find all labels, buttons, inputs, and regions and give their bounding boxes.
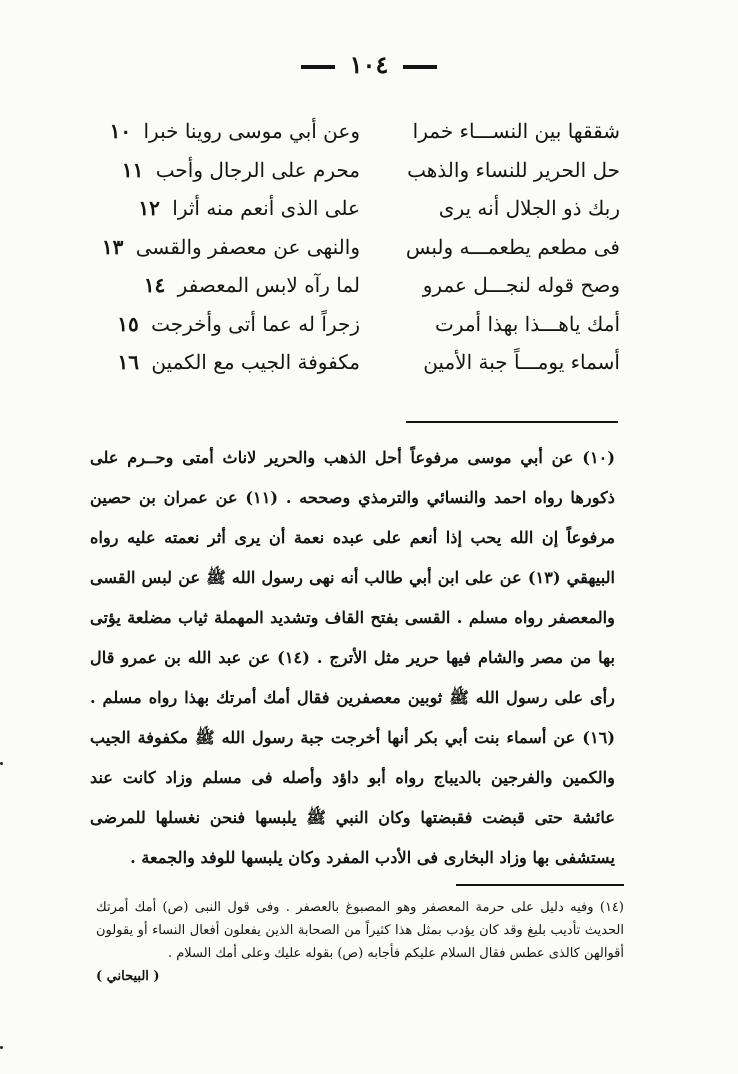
verse [100,266,620,305]
verse-second-hemistich [100,312,360,336]
verse-first-hemistich: أمك ياهـــذا بهذا أمرت [434,311,620,336]
header-dash-left [301,65,335,69]
verse-second-text: على الذى أنعم منه أثرا [172,196,360,221]
verse-second-text: والنهى عن معصفر والقسى [135,234,360,259]
verse-second-text: مكفوفة الجيب مع الكمين [151,350,360,375]
scan-mark [0,762,3,765]
footnote-divider [456,884,624,886]
verse [100,151,620,190]
poem-block [100,112,620,382]
verse-second-text: زجراً له عما أتى وأخرجت [151,311,360,336]
verse-second-text: محرم على الرجال وأحب [155,157,360,182]
footnote-signature: ( البيحاني ) [96,969,160,984]
page-header [0,50,738,79]
verse [100,189,620,228]
verse-second-hemistich [100,235,360,259]
verse [100,343,620,382]
verse-second-hemistich [100,119,360,143]
page-number: ١٠٤ [349,50,389,79]
verse [100,112,620,151]
header-dash-right [403,65,437,69]
verse-first-hemistich: وصح قوله لنجـــل عمرو [422,273,620,298]
verse-first-hemistich: أسماء يومـــاً جبة الأمين [423,350,620,375]
verse [100,305,620,344]
verse-number: ١٠ [109,119,132,144]
verse-second-text: وعن أبي موسى روينا خبرا [143,119,360,144]
verse-second-hemistich [100,196,360,220]
verse-second-text: لما رآه لابس المعصفر [177,273,360,298]
verse-number: ١٢ [138,196,160,221]
verse-first-hemistich: ربك ذو الجلال أنه يرى [438,196,620,221]
verse-second-hemistich [100,158,360,182]
verse [100,228,620,267]
footnote-text: (١٤) وفيه دليل على حرمة المعصفر وهو المصبوغ بالعصفر . وفى قول النبى (ص) أمك أمرتك الحديث تأديب بليغ وقد كان يؤدب بمثل هذا كثيراً من الصحابة الذين يفعلون أفعال النساء أو يقولون أقوالهن كالذى عطس فقال السلام عليكم فأجابه (ص) بقوله عليك وعلى أمك السلام . [96,900,624,961]
commentary-text: (١٠) عن أبي موسى مرفوعاً أحل الذهب والحرير لاناث أمتى وحــرم على ذكورها رواه احمد والنسائي والترمذي وصححه . (١١) عن عمران بن حصين مرفوعاً إن الله يحب إذا أنعم على عبده نعمة أن يرى أثر نعمته عليه رواه البيهقي (١٣) عن على ابن أبي طالب أنه نهى رسول الله ﷺ عن لبس القسى والمعصفر رواه مسلم . القسى بفتح القاف وتشديد المهملة ثياب مضلعة يؤتى بها من مصر والشام فيها حرير مثل الأترج . (١٤) عن عبد الله بن عمرو قال رأى على رسول الله ﷺ ثوبين معصفرين فقال أمك أمرتك بهذا رواه مسلم . (١٦) عن أسماء بنت أبي بكر أنها أخرجت جبة رسول الله ﷺ مكفوفة الجيب والكمين والفرجين بالديباج رواه أبو داؤد وأصله فى مسلم وزاد كانت عند عائشة حتى قبضت فقبضتها وكان النبي ﷺ يلبسها فنحن نغسلها للمرضى يستشفى بها وزاد البخارى فى الأدب المفرد وكان يلبسها للوفد والجمعة . [90,448,616,867]
verse-number: ١٥ [117,311,139,336]
verse-first-hemistich: شققها بين النســـاء خمرا [412,119,620,144]
commentary-block [90,438,615,878]
scan-mark [0,1046,3,1049]
section-divider [406,421,618,423]
footnote-block [96,896,624,988]
verse-number: ١٦ [117,350,139,375]
verse-number: ١٣ [101,234,124,259]
verse-second-hemistich [100,273,360,297]
verse-first-hemistich: حل الحرير للنساء والذهب [407,157,620,182]
verse-second-hemistich [100,350,360,374]
verse-number: ١١ [121,157,144,182]
verse-number: ١٤ [143,273,166,298]
verse-first-hemistich: فى مطعم يطعمـــه ولبس [405,234,620,259]
